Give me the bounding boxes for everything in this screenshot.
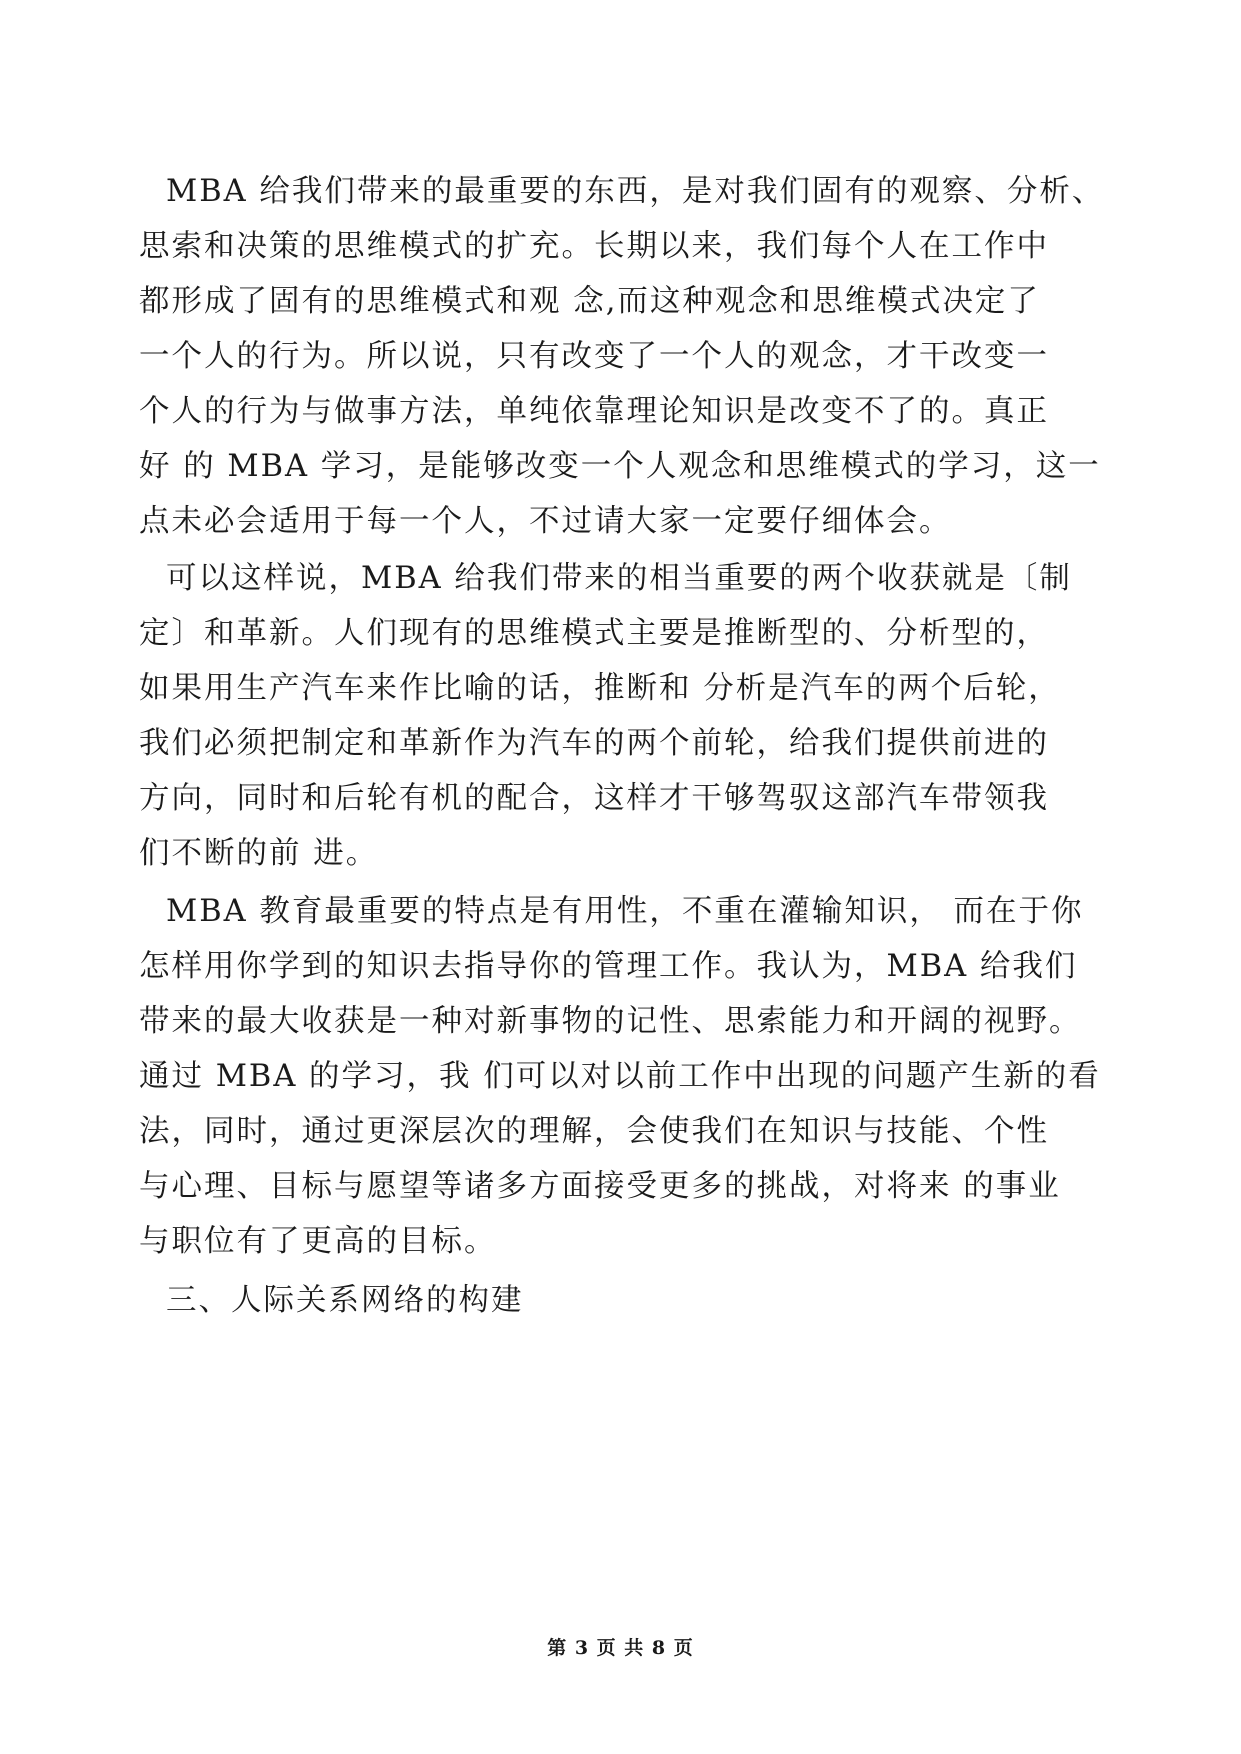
paragraph-1-line-7: 点未必会适用于每一个人，不过请大家一定要仔细体会。 bbox=[139, 504, 952, 539]
section-heading: 三、人际关系网络的构建 bbox=[166, 1283, 524, 1318]
paragraph-2-line-5: 方向，同时和后轮有机的配合，这样才干够驾驭这部汽车带领我 bbox=[139, 781, 1049, 816]
paragraph-2-line-4: 我们必须把制定和革新作为汽车的两个前轮，给我们提供前进的 bbox=[139, 726, 1049, 761]
paragraph-1-line-1: MBA 给我们带来的最重要的东西，是对我们固有的观察、分析、 bbox=[166, 174, 1105, 209]
paragraph-1-line-6: 好 的 MBA 学习，是能够改变一个人观念和思维模式的学习，这一 bbox=[139, 449, 1101, 484]
paragraph-2-line-1: 可以这样说，MBA 给我们带来的相当重要的两个收获就是〔制 bbox=[166, 561, 1072, 596]
paragraph-3-line-2: 怎样用你学到的知识去指导你的管理工作。我认为，MBA 给我们 bbox=[139, 949, 1078, 984]
paragraph-2-line-2: 定〕和革新。人们现有的思维模式主要是推断型的、分析型的， bbox=[139, 616, 1049, 651]
paragraph-3-line-6: 与心理、目标与愿望等诸多方面接受更多的挑战，对将来 的事业 bbox=[139, 1169, 1061, 1204]
paragraph-1-line-3: 都形成了固有的思维模式和观 念,而这种观念和思维模式决定了 bbox=[139, 284, 1040, 319]
paragraph-1-line-5: 个人的行为与做事方法，单纯依靠理论知识是改变不了的。真正 bbox=[139, 394, 1049, 429]
paragraph-3-line-5: 法，同时，通过更深层次的理解，会使我们在知识与技能、个性 bbox=[139, 1114, 1049, 1149]
page-number-footer: 第 3 页 共 8 页 bbox=[547, 1637, 694, 1659]
paragraph-3-line-7: 与职位有了更高的目标。 bbox=[139, 1224, 497, 1259]
paragraph-1-line-4: 一个人的行为。所以说，只有改变了一个人的观念，才干改变一 bbox=[139, 339, 1049, 374]
paragraph-1-line-2: 思索和决策的思维模式的扩充。长期以来，我们每个人在工作中 bbox=[139, 229, 1049, 264]
paragraph-3-line-1: MBA 教育最重要的特点是有用性，不重在灌输知识， 而在于你 bbox=[166, 894, 1084, 929]
paragraph-2-line-6: 们不断的前 进。 bbox=[139, 836, 379, 871]
paragraph-2-line-3: 如果用生产汽车来作比喻的话，推断和 分析是汽车的两个后轮， bbox=[139, 671, 1061, 706]
paragraph-3-line-3: 带来的最大收获是一种对新事物的记性、思索能力和开阔的视野。 bbox=[139, 1004, 1082, 1039]
paragraph-3-line-4: 通过 MBA 的学习，我 们可以对以前工作中出现的问题产生新的看 bbox=[139, 1059, 1101, 1094]
